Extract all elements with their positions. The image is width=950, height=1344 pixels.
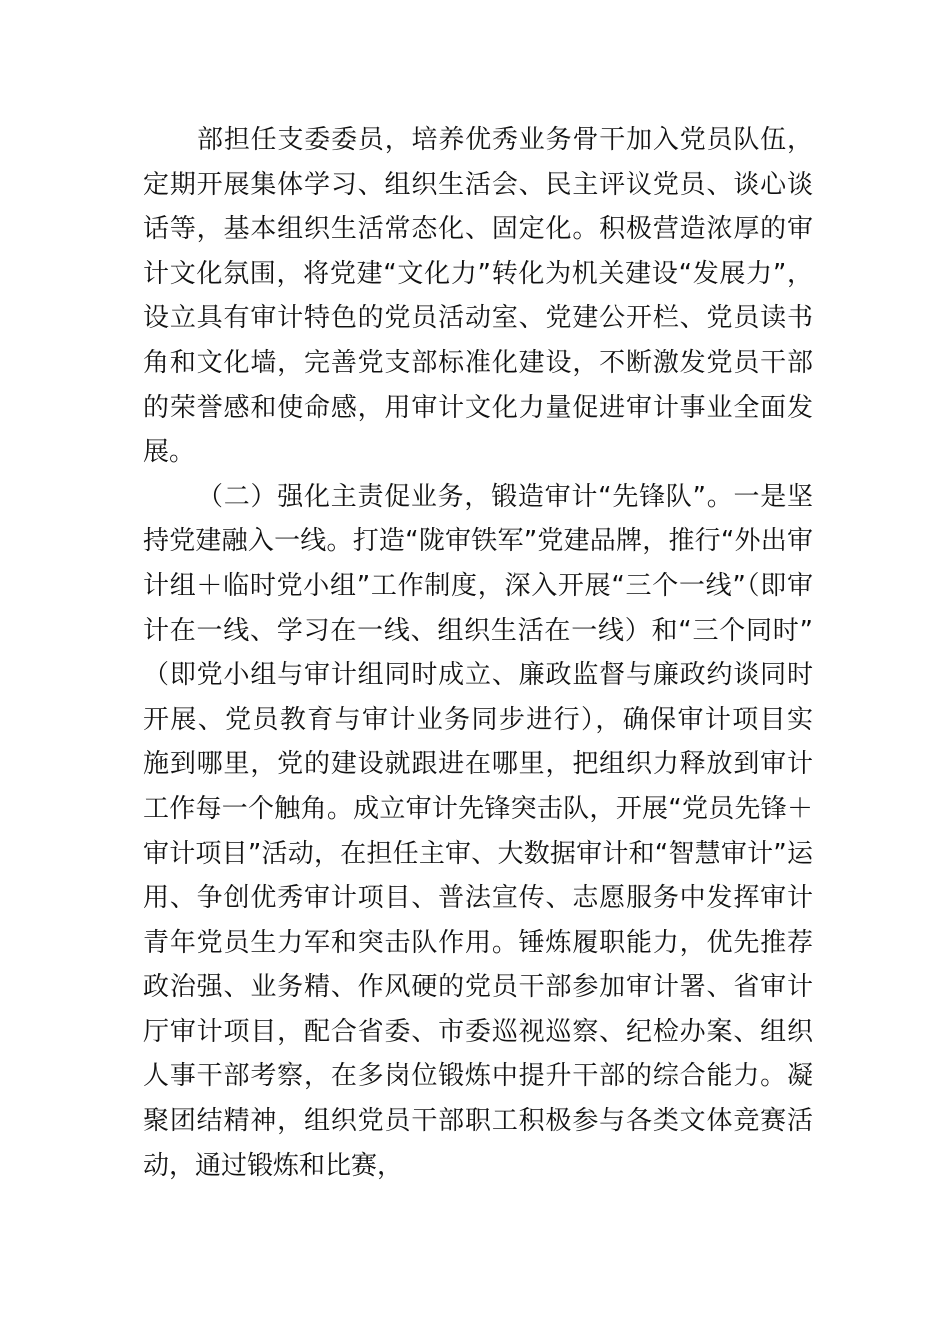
text-line: 话等，基本组织生活常态化、固定化。积极营造浓厚的审 — [143, 214, 813, 245]
text-line: 聚团结精神，组织党员干部职工积极参与各类文体竞赛活 — [143, 1106, 813, 1137]
text-line: 部担任支委委员，培养优秀业务骨干加入党员队伍， — [197, 125, 813, 155]
text-line: 设立具有审计特色的党员活动室、党建公开栏、党员读书 — [143, 303, 813, 334]
text-line: 工作每一个触角。成立审计先锋突击队，开展“党员先锋＋ — [143, 793, 813, 824]
text-line: 施到哪里，党的建设就跟进在哪里，把组织力释放到审计 — [143, 749, 813, 780]
text-line: 人事干部考察，在多岗位锻炼中提升干部的综合能力。凝 — [143, 1061, 813, 1092]
text-line: 青年党员生力军和突击队作用。锤炼履职能力，优先推荐 — [143, 927, 813, 958]
text-line: 动，通过锻炼和比赛， — [143, 1150, 404, 1181]
body-text — [143, 118, 813, 1188]
text-line: 角和文化墙，完善党支部标准化建设，不断激发党员干部 — [143, 347, 813, 378]
text-line: 展。 — [143, 437, 196, 468]
text-line: 政治强、业务精、作风硬的党员干部参加审计署、省审计 — [143, 972, 813, 1003]
text-line: （二）强化主责促业务，锻造审计“先锋队”。一是坚 — [197, 481, 813, 512]
text-line: 开展、党员教育与审计业务同步进行），确保审计项目实 — [143, 704, 813, 735]
text-line: 持党建融入一线。打造“陇审铁军”党建品牌，推行“外出审 — [143, 526, 813, 557]
text-line: 厅审计项目，配合省委、市委巡视巡察、纪检办案、组织 — [143, 1016, 813, 1047]
text-line: 计文化氛围，将党建“文化力”转化为机关建设“发展力”， — [143, 258, 813, 289]
text-line: 计在一线、学习在一线、组织生活在一线）和“三个同时” — [143, 615, 813, 646]
text-line: （即党小组与审计组同时成立、廉政监督与廉政约谈同时 — [143, 660, 813, 691]
text-line: 审计项目”活动，在担任主审、大数据审计和“智慧审计”运 — [143, 838, 813, 869]
text-line: 用、争创优秀审计项目、普法宣传、志愿服务中发挥审计 — [143, 883, 813, 914]
text-line: 计组＋临时党小组”工作制度，深入开展“三个一线”（即审 — [143, 570, 813, 601]
text-line: 的荣誉感和使命感，用审计文化力量促进审计事业全面发 — [143, 392, 813, 423]
text-line: 定期开展集体学习、组织生活会、民主评议党员、谈心谈 — [143, 169, 813, 200]
